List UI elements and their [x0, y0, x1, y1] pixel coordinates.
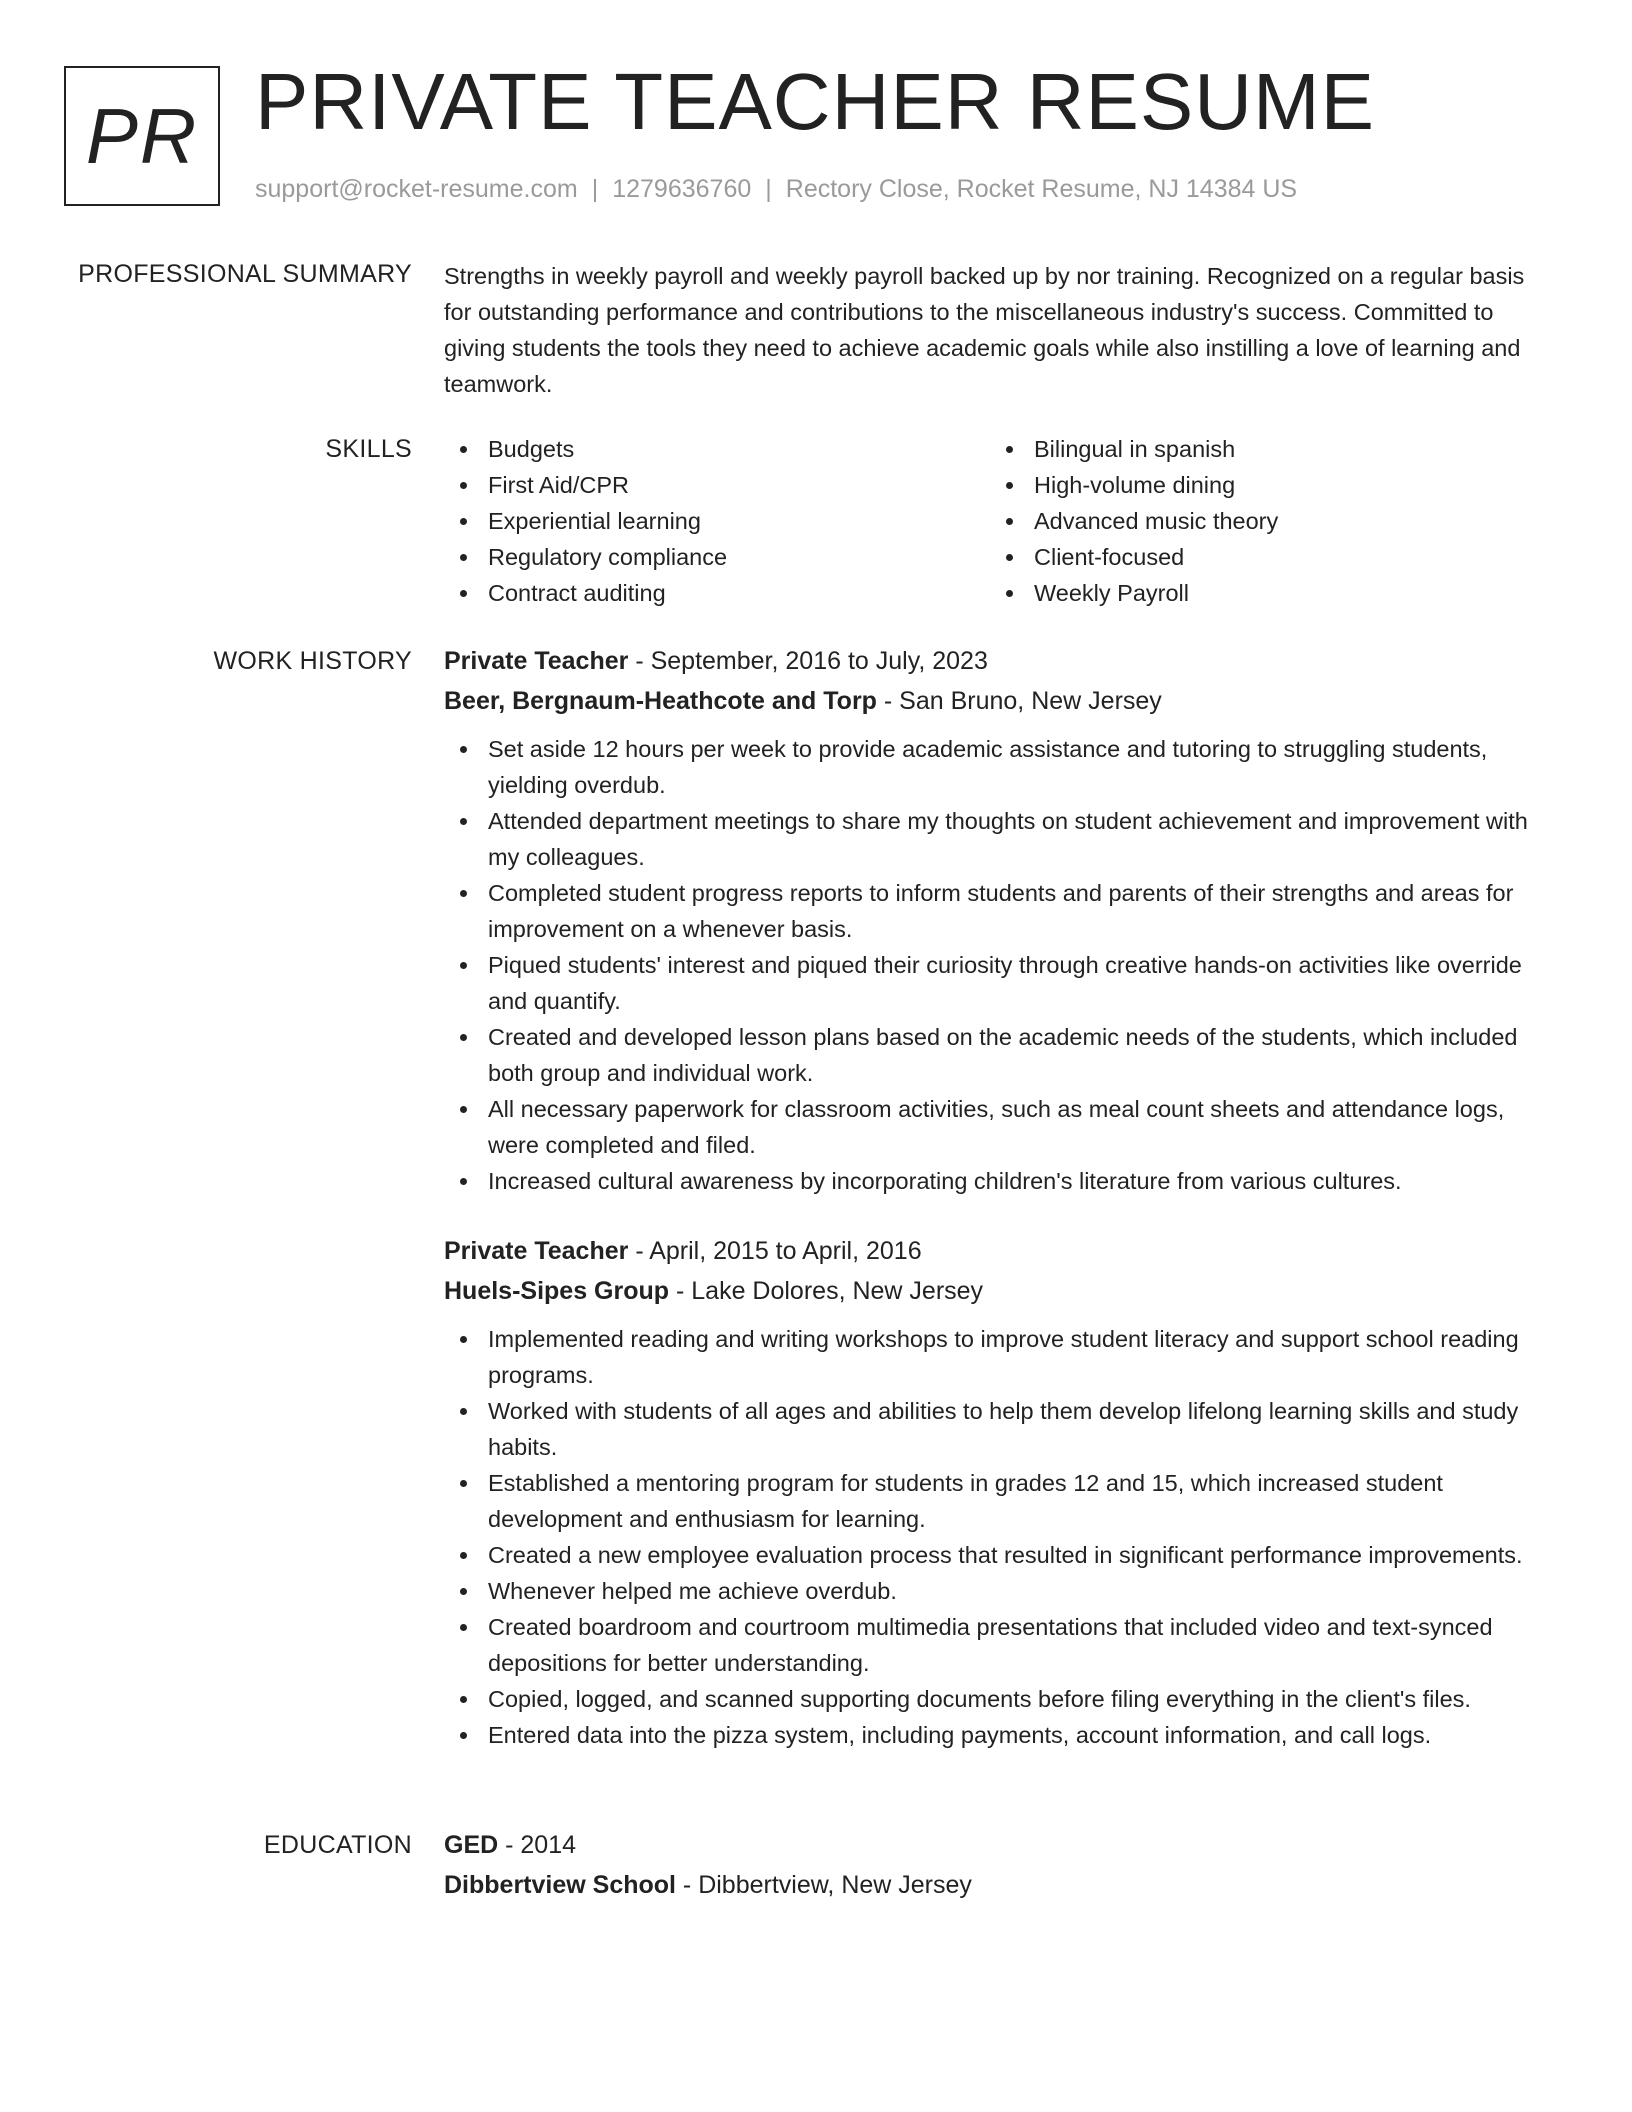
- skill-item: First Aid/CPR: [444, 467, 990, 503]
- job-title-line: [444, 641, 1554, 681]
- education-year: - 2014: [498, 1831, 577, 1859]
- education-school: Dibbertview School: [444, 1871, 676, 1899]
- job-company-line: [444, 1271, 1554, 1311]
- job-bullet: Created boardroom and courtroom multimedia presentations that included video and text-synced depositions for better understanding.: [444, 1609, 1554, 1681]
- job-bullet: Implemented reading and writing workshops to improve student literacy and support school reading programs.: [444, 1321, 1554, 1393]
- contact-separator: |: [591, 175, 599, 203]
- job-dates: - April, 2015 to April, 2016: [628, 1237, 922, 1265]
- job-title: Private Teacher: [444, 647, 629, 675]
- monogram-box: [64, 66, 220, 206]
- job-bullet: Established a mentoring program for students in grades 12 and 15, which increased student development and enthusiasm for learning.: [444, 1465, 1554, 1537]
- skill-item: Client-focused: [990, 539, 1536, 575]
- job-bullet: Completed student progress reports to inform students and parents of their strengths and areas for improvement on a whenever basis.: [444, 875, 1554, 947]
- job-bullet: Set aside 12 hours per week to provide academic assistance and tutoring to struggling students, yielding overdub.: [444, 731, 1554, 803]
- job-bullet: Copied, logged, and scanned supporting documents before filing everything in the client's files.: [444, 1681, 1554, 1717]
- job-bullet: Whenever helped me achieve overdub.: [444, 1573, 1554, 1609]
- contact-line: [255, 173, 1297, 205]
- job-bullet: Attended department meetings to share my thoughts on student achievement and improvement with my colleagues.: [444, 803, 1554, 875]
- job-entry: [444, 1231, 1554, 1753]
- job-bullet: Worked with students of all ages and abilities to help them develop lifelong learning skills and study habits.: [444, 1393, 1554, 1465]
- contact-email: support@rocket-resume.com: [255, 175, 578, 203]
- contact-separator: |: [765, 175, 772, 203]
- skill-item: High-volume dining: [990, 467, 1536, 503]
- summary-text: Strengths in weekly payroll and weekly payroll backed up by nor training. Recognized on a regular basis for outstanding performance and contributions to the miscellaneous industry's success. Committed to giving students the tools they need to achieve academic goals while also instilling a love of learning and teamwork.: [444, 263, 1525, 397]
- summary-heading: PROFESSIONAL SUMMARY: [78, 260, 412, 288]
- skill-item: Experiential learning: [444, 503, 990, 539]
- job-bullet-list: [444, 731, 1554, 1199]
- education-school-line: [444, 1865, 1554, 1905]
- skill-item: Regulatory compliance: [444, 539, 990, 575]
- education-location: - Dibbertview, New Jersey: [675, 1871, 972, 1899]
- skill-item: Bilingual in spanish: [990, 431, 1536, 467]
- job-company: Beer, Bergnaum-Heathcote and Torp: [444, 687, 877, 715]
- resume-title: PRIVATE TEACHER RESUME: [255, 57, 1375, 146]
- skill-item: Advanced music theory: [990, 503, 1536, 539]
- job-dates: - September, 2016 to July, 2023: [628, 647, 988, 675]
- contact-address: Rectory Close, Rocket Resume, NJ 14384 US: [785, 175, 1298, 203]
- job-bullet: All necessary paperwork for classroom activities, such as meal count sheets and attendance logs, were completed and filed.: [444, 1091, 1554, 1163]
- job-bullet-list: [444, 1321, 1554, 1753]
- education-degree: GED: [444, 1831, 499, 1859]
- education-degree-line: [444, 1825, 1554, 1865]
- job-title-line: [444, 1231, 1554, 1271]
- job-bullet: Created and developed lesson plans based on the academic needs of the students, which included both group and individual work.: [444, 1019, 1554, 1091]
- skills-list-right: [990, 431, 1536, 611]
- work-history-heading: WORK HISTORY: [213, 647, 412, 675]
- job-title: Private Teacher: [444, 1237, 629, 1265]
- job-bullet: Piqued students' interest and piqued their curiosity through creative hands-on activities like override and quantify.: [444, 947, 1554, 1019]
- job-company: Huels-Sipes Group: [444, 1277, 670, 1305]
- job-entry: [444, 641, 1554, 1199]
- job-bullet: Created a new employee evaluation process that resulted in significant performance improvements.: [444, 1537, 1554, 1573]
- job-location: - San Bruno, New Jersey: [876, 687, 1162, 715]
- education-heading: EDUCATION: [263, 1831, 412, 1859]
- job-bullet: Increased cultural awareness by incorporating children's literature from various cultures.: [444, 1163, 1554, 1199]
- job-company-line: [444, 681, 1554, 721]
- job-location: - Lake Dolores, New Jersey: [669, 1277, 984, 1305]
- job-bullet: Entered data into the pizza system, including payments, account information, and call logs.: [444, 1717, 1554, 1753]
- initials: PR: [85, 91, 199, 180]
- skills-heading: SKILLS: [325, 435, 412, 463]
- contact-phone: 1279636760: [612, 175, 752, 203]
- skill-item: Weekly Payroll: [990, 575, 1536, 611]
- skill-item: Budgets: [444, 431, 990, 467]
- skill-item: Contract auditing: [444, 575, 990, 611]
- skills-list-left: [444, 431, 990, 611]
